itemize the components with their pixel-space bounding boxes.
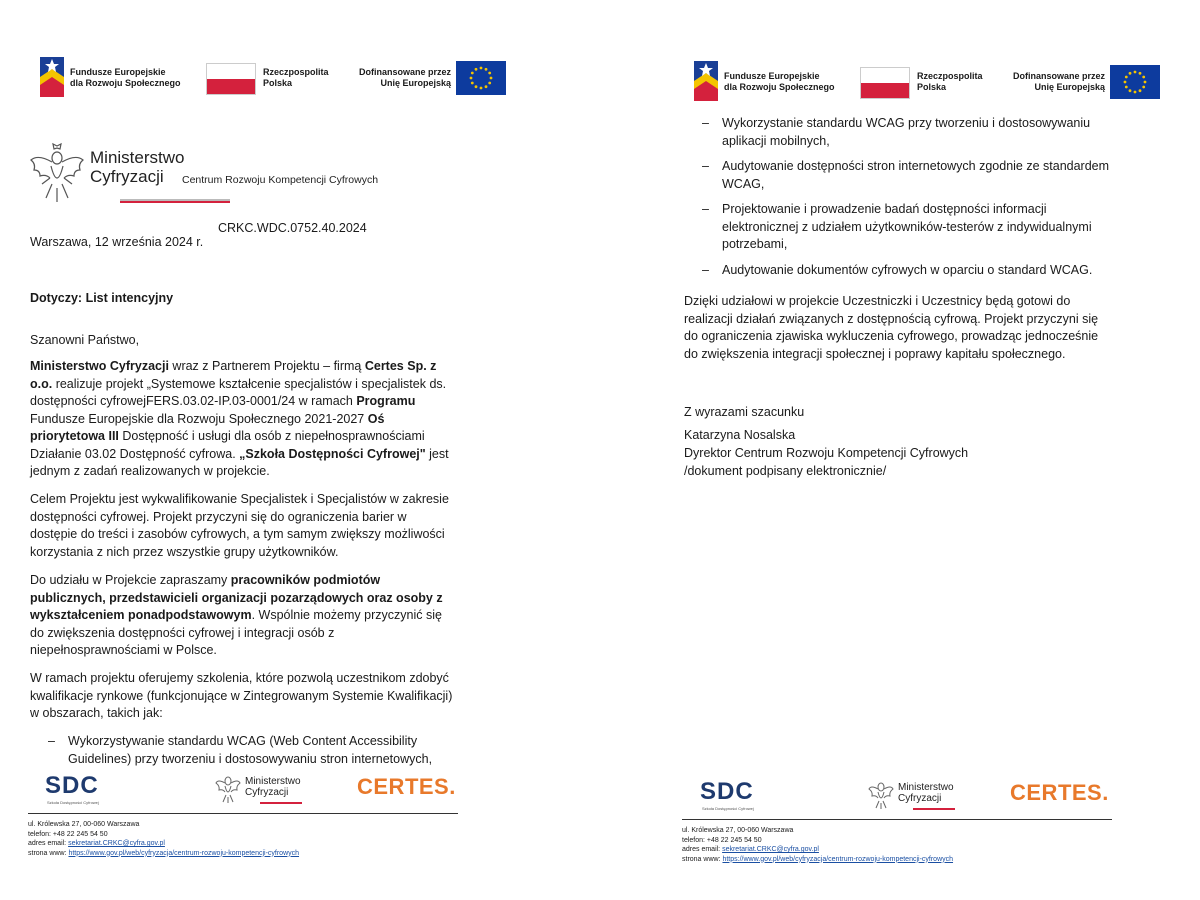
sdc-logo-subtitle: Szkoła Dostępności Cyfrowej xyxy=(47,800,99,805)
centre-name: Centrum Rozwoju Kompetencji Cyfrowych xyxy=(182,174,379,186)
eu-cofinanced-label: Dofinansowane przez Unię Europejską xyxy=(358,67,451,88)
polish-flag-icon xyxy=(860,67,910,99)
email-link[interactable]: sekretariat.CRKC@cyfra.gov.pl xyxy=(68,840,165,847)
european-funds-logo-icon xyxy=(38,55,66,99)
closing: Z wyrazami szacunku xyxy=(684,405,805,419)
website-link[interactable]: https://www.gov.pl/web/cyfryzacja/centrum-rozwoju-kompetencji-cyfrowych xyxy=(68,849,300,857)
list-item: – Audytowanie dokumentów cyfrowych w oparciu o standard WCAG. xyxy=(702,262,1093,277)
list-item: – Audytowanie dostępności stron internetowych zgodnie ze standardem WCAG, xyxy=(702,159,1110,191)
ministry-footer-stripe xyxy=(913,808,955,810)
ministry-footer-stripe xyxy=(260,802,302,804)
place-date: Warszawa, 12 września 2024 r. xyxy=(30,235,204,249)
paragraph-5: Dzięki udziałowi w projekcie Uczestniczki i Uczestnicy będą gotowi do realizacji działań związanych z dostępnością cyfrową. Projekt przyczyni się do ograniczenia zjawiska wykluczenia cyfrowego, prowadząc jednocześnie do zwiększenia integracji społecznej i poprawy kapitału społecznego. xyxy=(684,294,1099,361)
eu-funding-header xyxy=(38,55,508,101)
course-list-page-1 xyxy=(30,733,460,776)
paragraph-3: Do udziału w Projekcie zapraszamy pracowników podmiotów publicznych, przedstawicieli organizacji pozarządowych oraz osoby z wykształceniem ponadpodstawowym. Wspólnie możemy przyczynić się do zwiększenia dostępności cyfrowej i integracji osób z niepełnosprawnościami w Polsce. xyxy=(30,573,443,657)
eu-funding-header xyxy=(692,59,1162,105)
eu-flag-icon xyxy=(1110,65,1160,99)
ministry-footer-label: Ministerstwo Cyfryzacji xyxy=(898,782,954,804)
european-funds-label: Fundusze Europejskie dla Rozwoju Społecznego xyxy=(724,71,835,92)
republic-of-poland-label: Rzeczpospolita Polska xyxy=(263,67,329,88)
sdc-logo: SDC xyxy=(700,778,754,805)
certes-logo: CERTES. xyxy=(1010,780,1109,805)
letter-page-2 xyxy=(600,0,1200,900)
eu-flag-icon xyxy=(456,61,506,95)
ministry-footer-label: Ministerstwo Cyfryzacji xyxy=(245,776,301,798)
ministry-name: Ministerstwo Cyfryzacji xyxy=(90,148,185,186)
polish-eagle-emblem-icon xyxy=(28,140,86,204)
partner-logos xyxy=(45,772,465,806)
ministry-header xyxy=(28,140,428,210)
footer-contact: ul. Królewska 27, 00-060 Warszawa telefon: +48 22 245 54 50 adres email: sekretariat.CRKC@cyfra.gov.pl strona www: https://www.gov.pl/web/cyfryzacja/centrum-rozwoju-kompetencji-cyfrowych xyxy=(28,821,300,857)
list-item: – Projektowanie i prowadzenie badań dostępności informacji elektronicznej z udziałem użytkowników-testerów z indywidualnymi potrzebami, xyxy=(702,202,1092,251)
email-link[interactable]: sekretariat.CRKC@cyfra.gov.pl xyxy=(722,846,819,853)
sdc-logo: SDC xyxy=(45,772,99,799)
footer-divider xyxy=(682,819,1112,820)
polish-flag-icon xyxy=(206,63,256,95)
signer-title: Dyrektor Centrum Rozwoju Kompetencji Cyfrowych xyxy=(684,446,969,460)
certes-logo: CERTES. xyxy=(357,774,456,799)
sdc-logo-subtitle: Szkoła Dostępności Cyfrowej xyxy=(702,806,754,811)
paragraph-1: Ministerstwo Cyfryzacji wraz z Partnerem Projektu – firmą Certes Sp. z o.o. realizuje projekt „Systemowe kształcenie specjalistów i specjalistek ds. dostępności cyfrowejFERS.03.02-IP.03-0001/24 w ramach Programu Fundusze Europejskie dla Rozwoju Społecznego 2021-2027 Oś priorytetowa III Dostępność i usługi dla osób z niepełnosprawnościami Działanie 03.02 Dostępność cyfrowa. „Szkoła Dostępności Cyfrowej" jest jednym z zadań realizowanych w projekcie. xyxy=(30,359,449,478)
republic-of-poland-label: Rzeczpospolita Polska xyxy=(917,71,983,92)
list-item: – Wykorzystywanie standardu WCAG (Web Content Accessibility Guidelines) przy tworzeniu i dostosowywaniu stron internetowych, xyxy=(48,734,433,766)
european-funds-logo-icon xyxy=(692,59,720,103)
greeting: Szanowni Państwo, xyxy=(30,333,140,347)
signature-note: /dokument podpisany elektronicznie/ xyxy=(684,464,887,478)
reference-number: CRKC.WDC.0752.40.2024 xyxy=(218,221,367,235)
footer-divider xyxy=(28,813,458,814)
eu-cofinanced-label: Dofinansowane przez Unię Europejską xyxy=(1012,71,1105,92)
course-list-page-2 xyxy=(684,115,1114,287)
european-funds-label: Fundusze Europejskie dla Rozwoju Społecznego xyxy=(70,67,181,88)
paragraph-4: W ramach projektu oferujemy szkolenia, które pozwolą uczestnikom zdobyć kwalifikacje rynkowe (funkcjonujące w Zintegrowanym Systemie Kwalifikacji) w obszarach, takich jak: xyxy=(30,671,453,720)
ministry-eagle-icon xyxy=(868,778,894,810)
list-item: – Wykorzystanie standardu WCAG przy tworzeniu i dostosowywaniu aplikacji mobilnych, xyxy=(702,116,1091,148)
signer-name: Katarzyna Nosalska xyxy=(684,428,796,442)
subject-line: Dotyczy: List intencyjny xyxy=(30,291,174,305)
ministry-eagle-icon xyxy=(215,772,241,804)
paragraph-2: Celem Projektu jest wykwalifikowanie Specjalistek i Specjalistów w zakresie dostępności cyfrowej. Projekt przyczyni się do ograniczenia barier w dostępie do treści i zasobów cyfrowych, a tym samym zwiększy możliwości korzystania z nich przez wszystkie grupy użytkowników. xyxy=(30,492,449,559)
footer-contact: ul. Królewska 27, 00-060 Warszawa telefon: +48 22 245 54 50 adres email: sekretariat.CRKC@cyfra.gov.pl strona www: https://www.gov.pl/web/cyfryzacja/centrum-rozwoju-kompetencji-cyfrowych xyxy=(682,827,954,863)
ministry-flag-stripe xyxy=(120,199,230,203)
website-link[interactable]: https://www.gov.pl/web/cyfryzacja/centrum-rozwoju-kompetencji-cyfrowych xyxy=(722,855,954,863)
partner-logos xyxy=(700,778,1120,812)
